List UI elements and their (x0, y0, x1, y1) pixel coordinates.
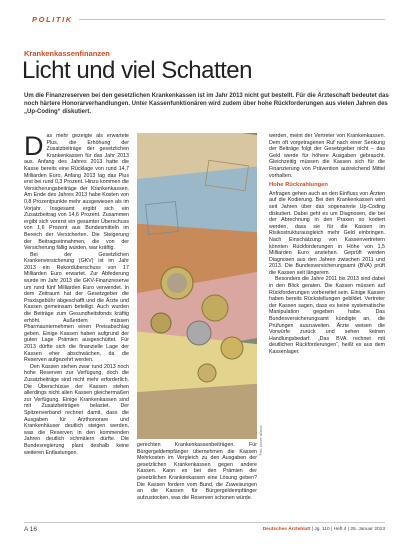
banknotes-illustration (137, 133, 257, 439)
kicker: Krankenkassenfinanzen (24, 49, 110, 58)
journal-name: Deutsches Ärzteblatt (262, 527, 311, 532)
journal-info (263, 527, 385, 532)
col1-paragraph-1: as mehr gezeigte als erwartete Plus, die Erhöhung der Zusatzbeiträge der gesetzlichen Krankenkassen für das Jahr 2013 aus. Anfang des Jahres 2013 hatte die Kasse bereits eine Rücklage von rund 14,7 Milliarden Euro, Anfang 2013 lag das Plus erst bei rund 0,3 Prozent. Hinzu kommen die Versicherungsbeiträge der Krankenkassen. Am Ende des Jahres 2013 habe Kosten von 0,8 Prozentpunkte mehr ausgewiesen als im Vorjahr. Insgesamt ergibt sich ein Zusatzbeitrag von 14,6 Prozent. Zusammen ergibt sich vorerst ein gesamter Überschuss von 1,6 Prozent aus Bundesmitteln im Bereich der Versicherten. Die Steigerung der Beitragseinnahmen, die von der Versicherung fällig wurden, war kräftig. (24, 133, 129, 252)
drop-cap: D (24, 133, 44, 161)
col3-paragraph-3: Besonders die Jahre 2011 bis 2013 sind dabei in den Blick geraten. Die Kassen müssen auf Rückforderungen vorbereitet sein. Einige Kassen haben bereits Rückstellungen gebildet. Vertreter der Kassen sagen, dass es keine systematische Manipulation gegeben habe. Das Bundesversicherungsamt kündigte an, die Prüfungen auszuweiten. Ärzte weisen die Vorwürfe zurück und sehen keinen Handlungsbedarf. „Das BVA rechnet mit deutlichen Rückforderungen“, heißt es aus dem Kassenlager. (269, 276, 385, 355)
photo-credit: Foto: picture alliance (259, 425, 263, 456)
col3-paragraph-1: werden, meint der Vertreter von Krankenkassen. Dem oft vorgetragenen Ruf nach einer Senkung der Beiträge folgt der Gesetzgeber nicht – das Geld werde für höhere Ausgaben gebraucht. Gleichzeitig müssen die Kassen sich für die Finanzierung von Prävention ausreichend Mittel vorhalten. (269, 133, 385, 179)
page-number: A 16 (24, 526, 38, 533)
subhead: Hohe Rückzahlungen (269, 182, 328, 189)
col2-paragraph: gerechten Krankenkassenbeiträgen. Für Bürgergeldempfänger übernehmen die Kassen Mehrkosten im Vergleich zu den Ausgaben der gesetzlichen Krankenkassen gegen andere Kassen. Kann es bei den Prämien der gesetzlichen Krankenkassen eine Lösung geben? Die Kassen fordern vom Bund, die Zuweisungen an die Kassen für Bürgergeldempfänger aufzustocken, was die Reserven schonen würde. (137, 442, 257, 501)
column-3 (269, 133, 385, 356)
column-2 (137, 442, 257, 501)
col1-paragraph-3: Den Kassen stehen zwar rund 2013 noch hohe Reserven zur Verfügung, doch die Zusatzbeiträge sind nicht mehr erforderlich. Die Überschüsse der Kassen stehen allerdings nicht allen Kassen gleichermaßen zur Verfügung. Einige Krankenkassen sind mit Zusatzbeiträgen belastet. Der Spitzenverband rechnet damit, dass die Ausgaben für Arzthonorare und Krankenhäuser deutlich steigen werden, was die Reserven in den kommenden Jahren deutlich schmälern dürfte. Die Bundesregierung plant deshalb keine weiteren Entlastungen. (24, 363, 129, 456)
headline: Licht und viel Schatten (22, 57, 252, 84)
lead-paragraph: Um die Finanzreserven bei den gesetzlichen Krankenkassen ist im Jahr 2013 nicht gut bestellt. Für die Ärzteschaft bedeutet das noch härtere Honorarverhandlungen. Unter Kassenfunktionären wird zudem über hohe Rückforderungen aus vielen Jahren des „Up-Coding“ diskutiert. (24, 93, 389, 116)
col1-paragraph-2: Bei der Gesetzlichen Krankenversicherung (GKV) ist im Jahr 2013 ein Rekordüberschuss von 17 Milliarden Euro erwartet. Zur Abfederung wurde im Jahr 2013 die GKV-Finanzreserve um rund fünf Milliarden Euro verwendet. In dem Zeitraum hat der Gesetzgeber die Praxisgebühr abgeschafft und die Ärzte und Kassen gemeinsam beteiligt. Auch wurden die Beiträge zum Gesundheitsfonds kräftig erhöht. Außerdem müssen Pharmaunternehmen einen Preisabschlag geben. Einige Kassen haben aufgrund der guten Lage Prämien ausgeschüttet. Für 2013 dürfte sich die finanzielle Lage der Kassen eher abschwächen, da die Reserven aufgezehrt werden. (24, 251, 129, 364)
column-1 (24, 133, 129, 456)
rubric-bar (0, 14, 407, 26)
rubric-label: POLITIK (26, 14, 79, 25)
footer-rule (24, 522, 385, 523)
rubric-rule (26, 19, 385, 20)
col3-paragraph-2: Anfragen gehen auch an den Einfluss von Ärzten auf die Kodierung. Bei den Krankenkassen wird seit Jahren über das sogenannte Up-Coding diskutiert. Dabei geht es um Diagnosen, die bei der Abrechnung in den Praxen so kodiert werden, dass sie für die Kassen im Risikostrukturausgleich mehr Geld einbringen. Nach Einschätzung von Kassenvertretern könnten Rückforderungen in Höhe von 1,5 Milliarden Euro anstehen. Geprüft werden Diagnosen aus den Jahren zwischen 2011 und 2013. Die Bundesversicherungsamt (BVA) prüft die Kassen seit längerem. (269, 190, 385, 276)
banknotes-photo (137, 133, 257, 439)
journal-issue: | Jg. 110 | Heft 4 | 25. Januar 2013 (310, 527, 385, 532)
